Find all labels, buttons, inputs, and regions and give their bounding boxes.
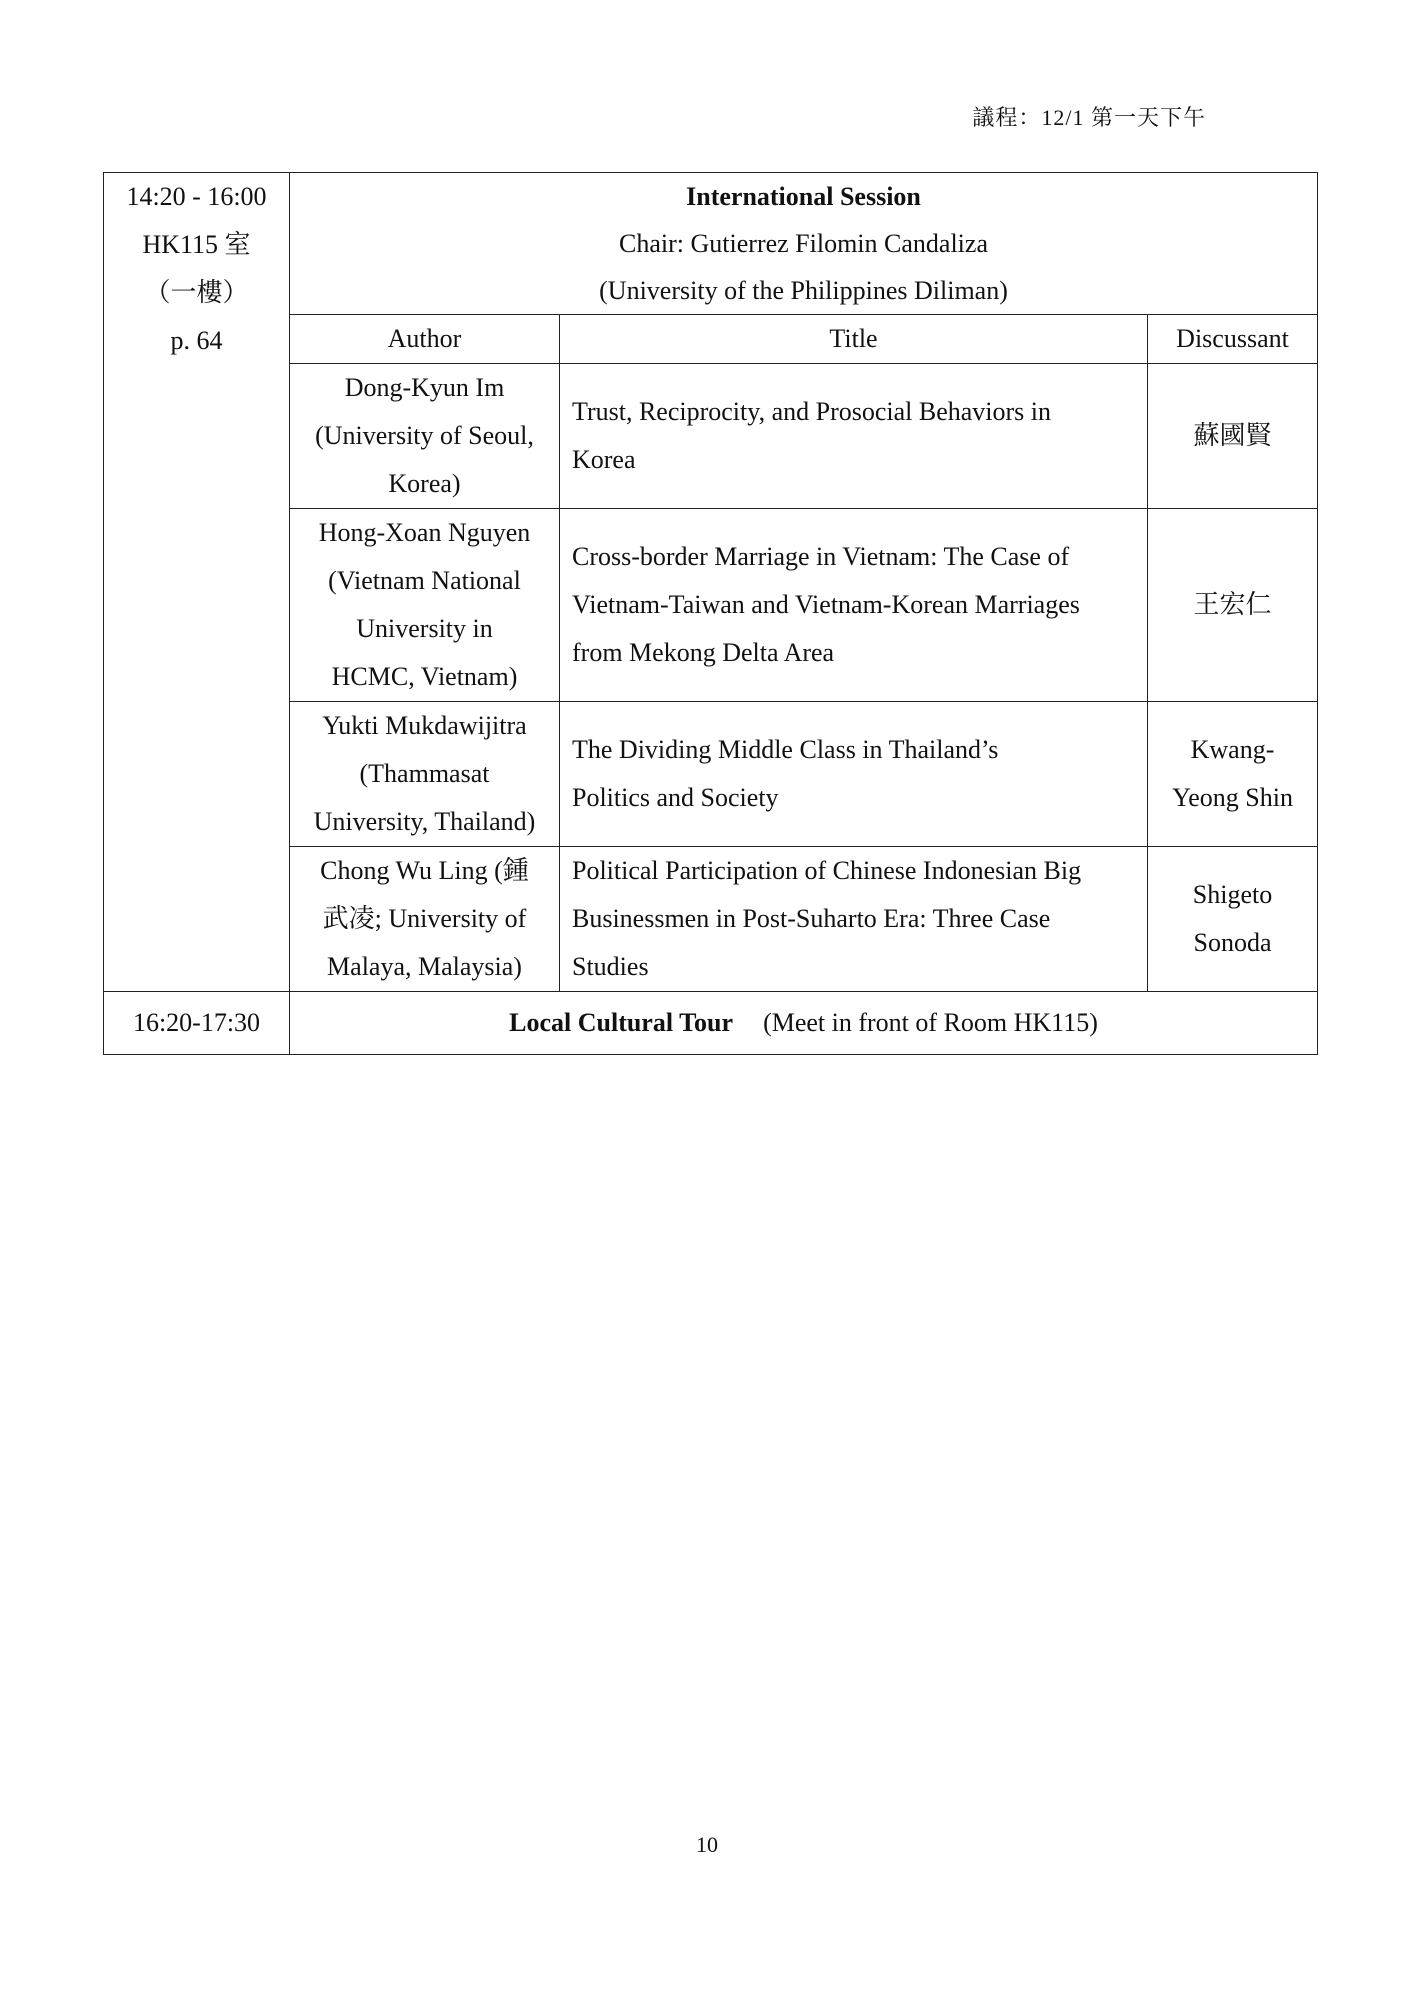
- tour-time: 16:20-17:30: [104, 992, 290, 1055]
- author-line: Malaya, Malaysia): [327, 952, 522, 981]
- title-line: The Dividing Middle Class in Thailand’s: [572, 735, 999, 764]
- author-line: Dong-Kyun Im: [344, 373, 505, 402]
- session-time-cell: [104, 173, 290, 992]
- author-line: (Vietnam National: [328, 566, 521, 595]
- author-line: 武凌; University of: [322, 904, 527, 933]
- title-line: Vietnam-Taiwan and Vietnam-Korean Marriages: [572, 590, 1080, 619]
- paper-author: [290, 509, 560, 702]
- session-room: HK115 室: [142, 230, 251, 259]
- title-line: Trust, Reciprocity, and Prosocial Behaviors in: [572, 397, 1052, 426]
- author-line: HCMC, Vietnam): [331, 662, 518, 691]
- author-line: (Thammasat: [359, 759, 490, 788]
- paper-author: [290, 364, 560, 509]
- author-line: University in: [356, 614, 493, 643]
- paper-discussant: [1148, 364, 1318, 509]
- paper-discussant: [1148, 509, 1318, 702]
- discussant-line: Kwang-: [1190, 735, 1275, 764]
- discussant-line: 王宏仁: [1193, 590, 1272, 619]
- column-header-title: Title: [560, 315, 1148, 364]
- paper-title: [560, 509, 1148, 702]
- discussant-line: Sonoda: [1193, 928, 1272, 957]
- session-floor: （一樓）: [144, 278, 249, 307]
- tour-note: (Meet in front of Room HK115): [763, 1008, 1098, 1037]
- title-line: Politics and Society: [572, 783, 779, 812]
- session-title: International Session: [686, 182, 921, 211]
- page-number: 10: [696, 1832, 718, 1857]
- paper-title: [560, 364, 1148, 509]
- author-line: University, Thailand): [313, 807, 536, 836]
- session-page-ref: p. 64: [170, 326, 223, 355]
- paper-discussant: [1148, 847, 1318, 992]
- title-line: Cross-border Marriage in Vietnam: The Case of: [572, 542, 1070, 571]
- author-line: Hong-Xoan Nguyen: [318, 518, 531, 547]
- agenda-table: [103, 172, 1318, 1055]
- session-chair: Chair: Gutierrez Filomin Candaliza: [619, 229, 988, 258]
- title-line: Businessmen in Post-Suharto Era: Three Case: [572, 904, 1051, 933]
- paper-author: [290, 702, 560, 847]
- agenda-header: 議程：12/1 第一天下午: [972, 105, 1206, 130]
- column-header-discussant: Discussant: [1148, 315, 1318, 364]
- paper-title: [560, 702, 1148, 847]
- session-info-cell: [290, 173, 1318, 315]
- tour-info-cell: [290, 992, 1318, 1055]
- column-header-author: Author: [290, 315, 560, 364]
- paper-title: [560, 847, 1148, 992]
- session-time: 14:20 - 16:00: [126, 182, 267, 211]
- session-chair-affiliation: (University of the Philippines Diliman): [599, 276, 1008, 305]
- tour-row: [104, 992, 1318, 1055]
- title-line: from Mekong Delta Area: [572, 638, 835, 667]
- discussant-line: Yeong Shin: [1172, 783, 1293, 812]
- paper-discussant: [1148, 702, 1318, 847]
- paper-author: [290, 847, 560, 992]
- author-line: (University of Seoul,: [315, 421, 534, 450]
- title-line: Studies: [572, 952, 649, 981]
- tour-title: Local Cultural Tour: [509, 1008, 734, 1037]
- author-line: Korea): [388, 469, 461, 498]
- session-header-row: [104, 173, 1318, 315]
- author-line: Yukti Mukdawijitra: [322, 711, 527, 740]
- title-line: Political Participation of Chinese Indonesian Big: [572, 856, 1082, 885]
- discussant-line: 蘇國賢: [1193, 421, 1272, 450]
- title-line: Korea: [572, 445, 636, 474]
- discussant-line: Shigeto: [1192, 880, 1273, 909]
- author-line: Chong Wu Ling (鍾: [320, 856, 529, 885]
